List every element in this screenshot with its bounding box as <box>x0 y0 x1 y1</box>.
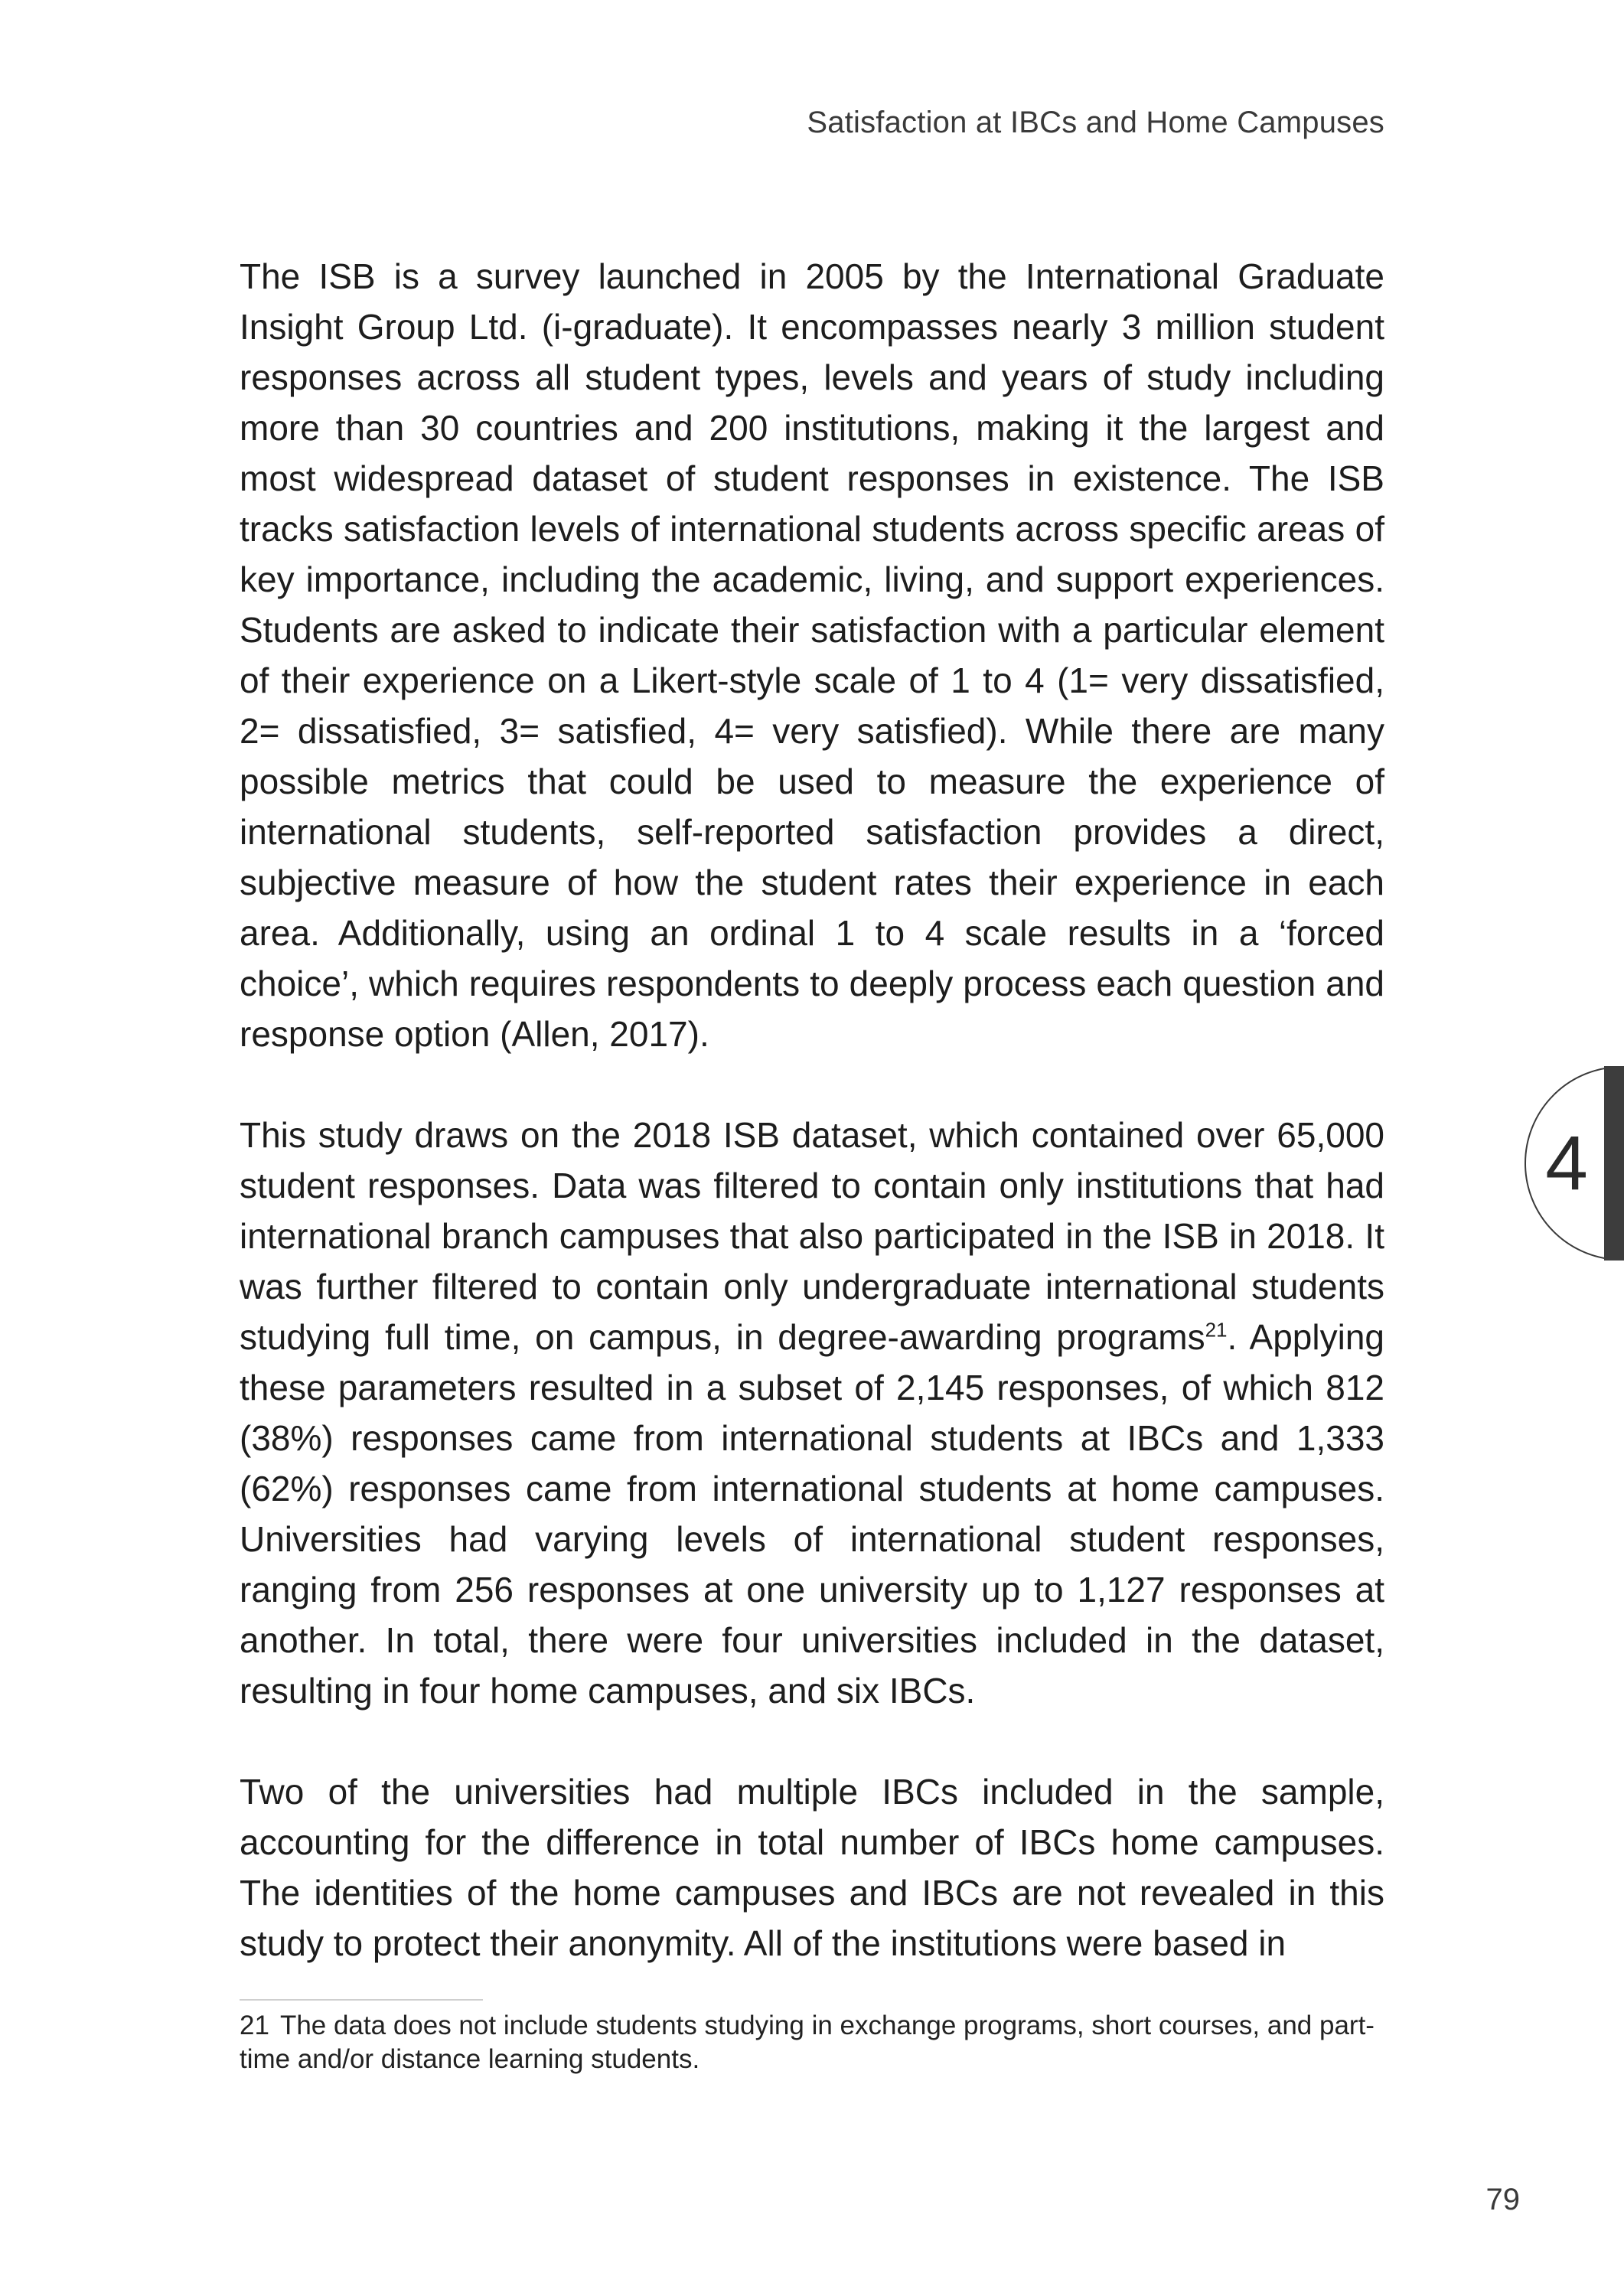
body-text <box>240 251 1384 1968</box>
footnote-divider <box>240 1999 483 2001</box>
paragraph-isb-survey: The ISB is a survey launched in 2005 by the International Graduate Insight Group Ltd. (i-graduate). It encompasses nearly 3 million student responses across all student types, levels and years of study including more than 30 countries and 200 institutions, making it the largest and most widespread dataset of student responses in existence. The ISB tracks satisfaction levels of international students across specific areas of key importance, including the academic, living, and support experiences. Students are asked to indicate their satisfaction with a particular element of their experience on a Likert-style scale of 1 to 4 (1= very dissatisfied, 2= dissatisfied, 3= satisfied, 4= very satisfied). While there are many possible metrics that could be used to measure the experience of international students, self-reported satisfaction provides a direct, subjective measure of how the student rates their experience in each area. Additionally, using an ordinal 1 to 4 scale results in a ‘forced choice’, which requires respondents to deeply process each question and response option (Allen, 2017). <box>240 256 1384 1054</box>
footnote-number: 21 <box>240 2011 269 2040</box>
chapter-number: 4 <box>1545 1120 1588 1206</box>
footnote <box>240 2009 1384 2076</box>
paragraph-multiple-ibcs: Two of the universities had multiple IBCs included in the sample, accounting for the difference in total number of IBCs home campuses. The identities of the home campuses and IBCs are not revealed in this study to protect their anonymity. All of the institutions were based in <box>240 1772 1384 1963</box>
page-number: 79 <box>1485 2183 1520 2216</box>
paragraph-text: This study draws on the 2018 ISB dataset, which contained over 65,000 student responses. Data was filtered to contain only institutions that had international branch campuses that also participated in the ISB in 2018. It was further filtered to contain only undergraduate international students studying full time, on campus, in degree-awarding programs <box>240 1115 1384 1357</box>
chapter-tab-bar <box>1604 1066 1624 1261</box>
paragraph-study-dataset <box>240 1110 1384 1716</box>
footnote-reference[interactable]: 21 <box>1205 1318 1228 1342</box>
running-header: Satisfaction at IBCs and Home Campuses <box>807 106 1384 139</box>
paragraph-text: . Applying these parameters resulted in a subset of 2,145 responses, of which 812 (38%) responses came from international students at IBCs and 1,333 (62%) responses came from international students at home campuses. Universities had varying levels of international student responses, ranging from 256 responses at one university up to 1,127 responses at another. In total, there were four universities included in the dataset, resulting in four home campuses, and six IBCs. <box>240 1317 1384 1711</box>
footnote-text: The data does not include students studying in exchange programs, short courses, and part-time and/or distance learning students. <box>240 2011 1375 2074</box>
